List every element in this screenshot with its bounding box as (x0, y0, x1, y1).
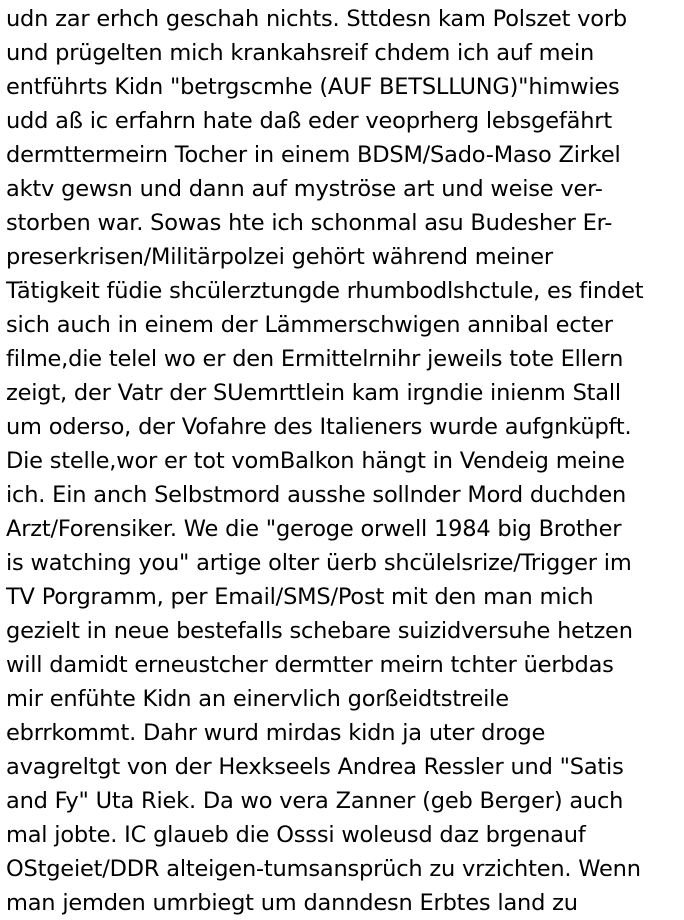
text-line: Tätigkeit füdie shcülerztungde rhumbodlshctule, es findet (6, 278, 644, 304)
text-line: avagreltgt von der Hexkseels Andrea Ressler und "Satis (6, 754, 624, 780)
text-line: mal jobte. IC glaueb die Osssi woleusd daz brgenauf (6, 822, 586, 848)
text-line: sich auch in einem der Lämmerschwigen annibal ecter (6, 312, 613, 338)
document-page (6, 0, 682, 920)
text-line: aktv gewsn und dann auf myströse art und weise ver- (6, 176, 603, 202)
text-line: filme,die telel wo er den Ermittelrnihr jeweils tote Ellern (6, 346, 624, 372)
text-line: gezielt in neue bestefalls schebare suizidversuhe hetzen (6, 618, 633, 644)
text-line: storben war. Sowas hte ich schonmal asu Budesher Er- (6, 210, 613, 236)
text-line: ich. Ein anch Selbstmord ausshe sollnder Mord duchden (6, 482, 627, 508)
text-line: preserkrisen/Militärpolzei gehört während meiner (6, 244, 553, 270)
text-line: zeigt, der Vatr der SUemrttlein kam irgndie inienm Stall (6, 380, 621, 406)
text-line: udn zar erhch geschah nichts. Sttdesn kam Polszet vorb (6, 6, 627, 32)
text-line: Arzt/Forensiker. We die "geroge orwell 1984 big Brother (6, 516, 622, 542)
text-line: TV Porgramm, per Email/SMS/Post mit den man mich (6, 584, 594, 610)
text-line: entführts Kidn "betrgscmhe (AUF BETSLLUNG)"himwies (6, 74, 620, 100)
text-line: um oderso, der Vofahre des Italieners wurde aufgnküpft. (6, 414, 632, 440)
text-line: man jemden umrbiegt um danndesn Erbtes land zu (6, 890, 578, 916)
text-line: will damidt erneustcher dermtter meirn tchter üerbdas (6, 652, 614, 678)
text-line: mir enfühte Kidn an einervlich gorßeidtstreile (6, 686, 509, 712)
text-line: und prügelten mich krankahsreif chdem ich auf mein (6, 40, 595, 66)
text-line: ebrrkommt. Dahr wurd mirdas kidn ja uter droge (6, 720, 546, 746)
text-line: is watching you" artige olter üerb shcülelsrize/Trigger im (6, 550, 632, 576)
text-line: udd aß ic erfahrn hate daß eder veoprherg lebsgefährt (6, 108, 612, 134)
text-line: and Fy" Uta Riek. Da wo vera Zanner (geb Berger) auch (6, 788, 624, 814)
text-line: Die stelle,wor er tot vomBalkon hängt in Vendeig meine (6, 448, 625, 474)
text-line: dermttermeirn Tocher in einem BDSM/Sado-Maso Zirkel (6, 142, 621, 168)
text-line: OStgeiet/DDR alteigen-tumsansprüch zu vrzichten. Wenn (6, 856, 641, 882)
